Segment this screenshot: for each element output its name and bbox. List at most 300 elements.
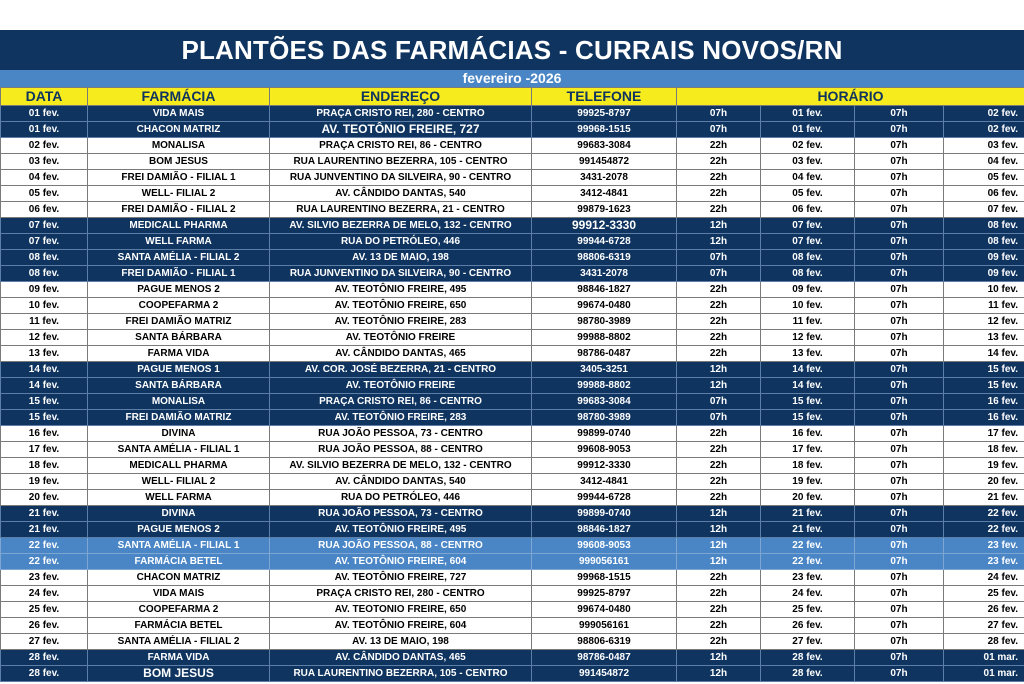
cell-end-hour: 07h: [855, 106, 944, 122]
cell-end-date: 15 fev.: [944, 378, 1024, 394]
cell-date: 14 fev.: [1, 378, 88, 394]
cell-end-date: 22 fev.: [944, 522, 1024, 538]
table-row: [1, 346, 1024, 362]
cell-pharmacy: SANTA AMÉLIA - FILIAL 2: [88, 634, 270, 650]
cell-end-date: 16 fev.: [944, 394, 1024, 410]
cell-start-hour: 22h: [677, 602, 761, 618]
cell-date: 05 fev.: [1, 186, 88, 202]
cell-start-hour: 12h: [677, 522, 761, 538]
cell-start-date: 28 fev.: [761, 650, 855, 666]
cell-pharmacy: VIDA MAIS: [88, 106, 270, 122]
cell-start-date: 12 fev.: [761, 330, 855, 346]
header-row: [1, 88, 1024, 106]
cell-start-hour: 22h: [677, 634, 761, 650]
header-farmacia: FARMÁCIA: [88, 88, 270, 106]
cell-phone: 99988-8802: [532, 330, 677, 346]
cell-start-date: 15 fev.: [761, 410, 855, 426]
cell-phone: 99899-0740: [532, 506, 677, 522]
cell-address: AV. TEOTÔNIO FREIRE, 283: [270, 314, 532, 330]
cell-end-date: 19 fev.: [944, 458, 1024, 474]
table-row: [1, 282, 1024, 298]
top-spacer: [0, 0, 1024, 30]
cell-start-hour: 22h: [677, 282, 761, 298]
cell-address: AV. TEOTONIO FREIRE, 650: [270, 602, 532, 618]
table-row: [1, 458, 1024, 474]
cell-end-hour: 07h: [855, 330, 944, 346]
cell-pharmacy: SANTA AMÉLIA - FILIAL 1: [88, 538, 270, 554]
cell-phone: 99968-1515: [532, 122, 677, 138]
cell-phone: 991454872: [532, 666, 677, 682]
cell-pharmacy: FREI DAMIÃO - FILIAL 1: [88, 266, 270, 282]
cell-date: 10 fev.: [1, 298, 88, 314]
cell-phone: 999056161: [532, 618, 677, 634]
cell-date: 11 fev.: [1, 314, 88, 330]
cell-start-date: 14 fev.: [761, 378, 855, 394]
cell-phone: 98780-3989: [532, 410, 677, 426]
cell-start-hour: 22h: [677, 490, 761, 506]
table-row: [1, 234, 1024, 250]
cell-end-date: 14 fev.: [944, 346, 1024, 362]
cell-end-date: 24 fev.: [944, 570, 1024, 586]
cell-pharmacy: FREI DAMIÃO - FILIAL 2: [88, 202, 270, 218]
cell-end-date: 06 fev.: [944, 186, 1024, 202]
table-row: [1, 586, 1024, 602]
cell-address: PRAÇA CRISTO REI, 86 - CENTRO: [270, 394, 532, 410]
cell-phone: 98786-0487: [532, 650, 677, 666]
cell-start-hour: 22h: [677, 154, 761, 170]
cell-phone: 999056161: [532, 554, 677, 570]
cell-pharmacy: MONALISA: [88, 138, 270, 154]
cell-address: AV. TEOTÔNIO FREIRE, 727: [270, 570, 532, 586]
table-row: [1, 538, 1024, 554]
cell-start-hour: 22h: [677, 298, 761, 314]
cell-start-date: 19 fev.: [761, 474, 855, 490]
cell-end-date: 02 fev.: [944, 122, 1024, 138]
cell-start-hour: 12h: [677, 554, 761, 570]
cell-pharmacy: FARMÁCIA BETEL: [88, 554, 270, 570]
cell-start-date: 15 fev.: [761, 394, 855, 410]
cell-start-date: 17 fev.: [761, 442, 855, 458]
cell-start-hour: 12h: [677, 218, 761, 234]
cell-pharmacy: BOM JESUS: [88, 154, 270, 170]
cell-address: PRAÇA CRISTO REI, 280 - CENTRO: [270, 106, 532, 122]
cell-start-hour: 22h: [677, 458, 761, 474]
cell-date: 25 fev.: [1, 602, 88, 618]
cell-pharmacy: COOPEFARMA 2: [88, 298, 270, 314]
cell-address: AV. CÂNDIDO DANTAS, 540: [270, 474, 532, 490]
cell-address: RUA JOÃO PESSOA, 73 - CENTRO: [270, 506, 532, 522]
cell-start-date: 06 fev.: [761, 202, 855, 218]
cell-pharmacy: WELL FARMA: [88, 490, 270, 506]
cell-phone: 99925-8797: [532, 106, 677, 122]
cell-end-date: 09 fev.: [944, 250, 1024, 266]
cell-end-date: 04 fev.: [944, 154, 1024, 170]
cell-end-hour: 07h: [855, 170, 944, 186]
cell-pharmacy: MEDICALL PHARMA: [88, 218, 270, 234]
cell-address: RUA DO PETRÓLEO, 446: [270, 234, 532, 250]
table-row: [1, 570, 1024, 586]
cell-start-hour: 22h: [677, 330, 761, 346]
cell-phone: 99944-6728: [532, 234, 677, 250]
cell-address: AV. 13 DE MAIO, 198: [270, 250, 532, 266]
header-horario: HORÁRIO: [677, 88, 1024, 106]
table-row: [1, 634, 1024, 650]
cell-pharmacy: FARMA VIDA: [88, 650, 270, 666]
cell-date: 02 fev.: [1, 138, 88, 154]
cell-end-date: 25 fev.: [944, 586, 1024, 602]
cell-end-hour: 07h: [855, 122, 944, 138]
cell-address: AV. 13 DE MAIO, 198: [270, 634, 532, 650]
cell-end-date: 23 fev.: [944, 538, 1024, 554]
cell-date: 16 fev.: [1, 426, 88, 442]
cell-start-date: 22 fev.: [761, 554, 855, 570]
cell-pharmacy: FREI DAMIÃO MATRIZ: [88, 314, 270, 330]
cell-end-hour: 07h: [855, 378, 944, 394]
cell-phone: 98806-6319: [532, 634, 677, 650]
cell-address: AV. TEOTÔNIO FREIRE: [270, 330, 532, 346]
cell-end-date: 16 fev.: [944, 410, 1024, 426]
cell-end-date: 12 fev.: [944, 314, 1024, 330]
cell-start-hour: 12h: [677, 538, 761, 554]
table-row: [1, 426, 1024, 442]
cell-phone: 99944-6728: [532, 490, 677, 506]
cell-phone: 98846-1827: [532, 522, 677, 538]
cell-phone: 99674-0480: [532, 602, 677, 618]
cell-end-date: 17 fev.: [944, 426, 1024, 442]
cell-start-date: 21 fev.: [761, 522, 855, 538]
cell-start-date: 26 fev.: [761, 618, 855, 634]
cell-start-date: 07 fev.: [761, 218, 855, 234]
cell-end-hour: 07h: [855, 250, 944, 266]
cell-start-date: 13 fev.: [761, 346, 855, 362]
cell-start-date: 04 fev.: [761, 170, 855, 186]
cell-phone: 99912-3330: [532, 458, 677, 474]
cell-date: 15 fev.: [1, 410, 88, 426]
page-title: PLANTÕES DAS FARMÁCIAS - CURRAIS NOVOS/RN: [0, 30, 1024, 70]
cell-address: AV. SILVIO BEZERRA DE MELO, 132 - CENTRO: [270, 218, 532, 234]
cell-start-date: 09 fev.: [761, 282, 855, 298]
cell-end-hour: 07h: [855, 602, 944, 618]
cell-end-date: 01 mar.: [944, 650, 1024, 666]
cell-phone: 99674-0480: [532, 298, 677, 314]
cell-start-hour: 22h: [677, 346, 761, 362]
cell-end-date: 11 fev.: [944, 298, 1024, 314]
cell-start-date: 25 fev.: [761, 602, 855, 618]
cell-end-hour: 07h: [855, 410, 944, 426]
table-row: [1, 506, 1024, 522]
cell-address: RUA JOÃO PESSOA, 73 - CENTRO: [270, 426, 532, 442]
cell-end-date: 02 fev.: [944, 106, 1024, 122]
table-row: [1, 602, 1024, 618]
cell-date: 01 fev.: [1, 122, 88, 138]
table-row: [1, 266, 1024, 282]
cell-phone: 99608-9053: [532, 442, 677, 458]
cell-phone: 99879-1623: [532, 202, 677, 218]
cell-start-date: 10 fev.: [761, 298, 855, 314]
cell-start-date: 20 fev.: [761, 490, 855, 506]
cell-end-hour: 07h: [855, 266, 944, 282]
cell-phone: 99608-9053: [532, 538, 677, 554]
cell-start-date: 22 fev.: [761, 538, 855, 554]
cell-end-hour: 07h: [855, 234, 944, 250]
table-row: [1, 394, 1024, 410]
cell-end-hour: 07h: [855, 202, 944, 218]
cell-pharmacy: CHACON MATRIZ: [88, 570, 270, 586]
cell-start-hour: 07h: [677, 410, 761, 426]
cell-pharmacy: WELL- FILIAL 2: [88, 474, 270, 490]
header-endereco: ENDEREÇO: [270, 88, 532, 106]
schedule-rows: [1, 106, 1024, 682]
cell-start-date: 14 fev.: [761, 362, 855, 378]
cell-address: PRAÇA CRISTO REI, 280 - CENTRO: [270, 586, 532, 602]
cell-date: 01 fev.: [1, 106, 88, 122]
cell-pharmacy: FARMA VIDA: [88, 346, 270, 362]
cell-address: AV. TEOTÔNIO FREIRE, 604: [270, 554, 532, 570]
cell-pharmacy: MONALISA: [88, 394, 270, 410]
cell-address: AV. CÂNDIDO DANTAS, 465: [270, 346, 532, 362]
cell-pharmacy: MEDICALL PHARMA: [88, 458, 270, 474]
cell-start-hour: 22h: [677, 442, 761, 458]
cell-date: 22 fev.: [1, 554, 88, 570]
cell-start-date: 27 fev.: [761, 634, 855, 650]
cell-address: RUA LAURENTINO BEZERRA, 105 - CENTRO: [270, 666, 532, 682]
cell-end-hour: 07h: [855, 618, 944, 634]
cell-pharmacy: BOM JESUS: [88, 666, 270, 682]
cell-address: AV. SILVIO BEZERRA DE MELO, 132 - CENTRO: [270, 458, 532, 474]
cell-end-date: 26 fev.: [944, 602, 1024, 618]
cell-phone: 98846-1827: [532, 282, 677, 298]
cell-phone: 99925-8797: [532, 586, 677, 602]
cell-date: 21 fev.: [1, 522, 88, 538]
cell-end-date: 18 fev.: [944, 442, 1024, 458]
cell-end-date: 20 fev.: [944, 474, 1024, 490]
cell-phone: 99683-3084: [532, 394, 677, 410]
cell-pharmacy: FREI DAMIÃO - FILIAL 1: [88, 170, 270, 186]
cell-end-hour: 07h: [855, 474, 944, 490]
cell-end-date: 13 fev.: [944, 330, 1024, 346]
cell-start-hour: 07h: [677, 250, 761, 266]
cell-phone: 98786-0487: [532, 346, 677, 362]
cell-end-date: 23 fev.: [944, 554, 1024, 570]
cell-end-date: 28 fev.: [944, 634, 1024, 650]
cell-pharmacy: SANTA BÁRBARA: [88, 330, 270, 346]
cell-date: 21 fev.: [1, 506, 88, 522]
cell-start-hour: 22h: [677, 170, 761, 186]
table-row: [1, 138, 1024, 154]
table-row: [1, 522, 1024, 538]
table-row: [1, 378, 1024, 394]
cell-pharmacy: COOPEFARMA 2: [88, 602, 270, 618]
cell-date: 24 fev.: [1, 586, 88, 602]
cell-start-date: 01 fev.: [761, 122, 855, 138]
cell-date: 28 fev.: [1, 650, 88, 666]
cell-pharmacy: PAGUE MENOS 2: [88, 282, 270, 298]
cell-address: RUA JUNVENTINO DA SILVEIRA, 90 - CENTRO: [270, 170, 532, 186]
cell-end-hour: 07h: [855, 634, 944, 650]
cell-pharmacy: VIDA MAIS: [88, 586, 270, 602]
cell-end-hour: 07h: [855, 538, 944, 554]
cell-date: 15 fev.: [1, 394, 88, 410]
cell-end-date: 07 fev.: [944, 202, 1024, 218]
cell-address: RUA LAURENTINO BEZERRA, 21 - CENTRO: [270, 202, 532, 218]
cell-end-date: 09 fev.: [944, 266, 1024, 282]
cell-date: 12 fev.: [1, 330, 88, 346]
cell-end-hour: 07h: [855, 666, 944, 682]
cell-date: 23 fev.: [1, 570, 88, 586]
cell-date: 04 fev.: [1, 170, 88, 186]
cell-start-date: 01 fev.: [761, 106, 855, 122]
cell-phone: 99968-1515: [532, 570, 677, 586]
cell-end-hour: 07h: [855, 138, 944, 154]
header-telefone: TELEFONE: [532, 88, 677, 106]
cell-phone: 99912-3330: [532, 218, 677, 234]
month-label: fevereiro -2026: [0, 70, 1024, 87]
cell-date: 07 fev.: [1, 234, 88, 250]
cell-date: 09 fev.: [1, 282, 88, 298]
cell-date: 17 fev.: [1, 442, 88, 458]
cell-end-hour: 07h: [855, 490, 944, 506]
cell-end-date: 22 fev.: [944, 506, 1024, 522]
cell-date: 13 fev.: [1, 346, 88, 362]
table-row: [1, 106, 1024, 122]
cell-pharmacy: WELL FARMA: [88, 234, 270, 250]
cell-end-date: 08 fev.: [944, 234, 1024, 250]
cell-address: AV. TEOTÔNIO FREIRE, 495: [270, 282, 532, 298]
cell-start-date: 05 fev.: [761, 186, 855, 202]
cell-start-date: 02 fev.: [761, 138, 855, 154]
cell-start-hour: 07h: [677, 394, 761, 410]
cell-start-hour: 12h: [677, 666, 761, 682]
cell-date: 28 fev.: [1, 666, 88, 682]
cell-address: RUA DO PETRÓLEO, 446: [270, 490, 532, 506]
cell-start-hour: 22h: [677, 586, 761, 602]
cell-date: 27 fev.: [1, 634, 88, 650]
cell-phone: 3431-2078: [532, 170, 677, 186]
cell-end-date: 08 fev.: [944, 218, 1024, 234]
cell-phone: 98780-3989: [532, 314, 677, 330]
cell-pharmacy: PAGUE MENOS 2: [88, 522, 270, 538]
cell-phone: 3405-3251: [532, 362, 677, 378]
cell-start-hour: 07h: [677, 122, 761, 138]
cell-end-hour: 07h: [855, 650, 944, 666]
cell-date: 20 fev.: [1, 490, 88, 506]
table-row: [1, 362, 1024, 378]
cell-pharmacy: WELL- FILIAL 2: [88, 186, 270, 202]
cell-pharmacy: CHACON MATRIZ: [88, 122, 270, 138]
cell-start-hour: 22h: [677, 618, 761, 634]
cell-start-hour: 22h: [677, 570, 761, 586]
cell-end-hour: 07h: [855, 586, 944, 602]
cell-start-date: 23 fev.: [761, 570, 855, 586]
cell-start-hour: 07h: [677, 106, 761, 122]
cell-start-hour: 12h: [677, 506, 761, 522]
cell-phone: 3412-4841: [532, 186, 677, 202]
table-row: [1, 442, 1024, 458]
table-row: [1, 330, 1024, 346]
cell-date: 08 fev.: [1, 250, 88, 266]
cell-phone: 99899-0740: [532, 426, 677, 442]
cell-start-hour: 12h: [677, 650, 761, 666]
cell-end-hour: 07h: [855, 346, 944, 362]
cell-pharmacy: DIVINA: [88, 426, 270, 442]
schedule-table: [0, 87, 1024, 682]
cell-start-hour: 22h: [677, 138, 761, 154]
cell-start-hour: 22h: [677, 426, 761, 442]
cell-address: RUA JOÃO PESSOA, 88 - CENTRO: [270, 538, 532, 554]
cell-date: 08 fev.: [1, 266, 88, 282]
cell-end-hour: 07h: [855, 314, 944, 330]
cell-end-hour: 07h: [855, 426, 944, 442]
cell-address: AV. TEOTÔNIO FREIRE, 283: [270, 410, 532, 426]
cell-date: 07 fev.: [1, 218, 88, 234]
cell-date: 22 fev.: [1, 538, 88, 554]
cell-end-hour: 07h: [855, 282, 944, 298]
cell-date: 14 fev.: [1, 362, 88, 378]
table-row: [1, 170, 1024, 186]
cell-start-date: 18 fev.: [761, 458, 855, 474]
table-row: [1, 122, 1024, 138]
table-row: [1, 154, 1024, 170]
cell-address: RUA JUNVENTINO DA SILVEIRA, 90 - CENTRO: [270, 266, 532, 282]
cell-end-date: 15 fev.: [944, 362, 1024, 378]
cell-end-hour: 07h: [855, 154, 944, 170]
cell-end-hour: 07h: [855, 442, 944, 458]
cell-address: AV. CÂNDIDO DANTAS, 540: [270, 186, 532, 202]
cell-date: 26 fev.: [1, 618, 88, 634]
cell-end-hour: 07h: [855, 394, 944, 410]
cell-pharmacy: SANTA BÁRBARA: [88, 378, 270, 394]
cell-address: AV. CÂNDIDO DANTAS, 465: [270, 650, 532, 666]
table-row: [1, 618, 1024, 634]
cell-phone: 3431-2078: [532, 266, 677, 282]
table-row: [1, 298, 1024, 314]
cell-end-hour: 07h: [855, 458, 944, 474]
cell-address: RUA JOÃO PESSOA, 88 - CENTRO: [270, 442, 532, 458]
cell-end-hour: 07h: [855, 186, 944, 202]
table-row: [1, 490, 1024, 506]
cell-address: AV. TEOTÔNIO FREIRE, 604: [270, 618, 532, 634]
cell-end-hour: 07h: [855, 298, 944, 314]
cell-end-date: 03 fev.: [944, 138, 1024, 154]
cell-end-date: 21 fev.: [944, 490, 1024, 506]
cell-start-date: 16 fev.: [761, 426, 855, 442]
cell-start-date: 08 fev.: [761, 250, 855, 266]
cell-start-hour: 22h: [677, 202, 761, 218]
cell-pharmacy: SANTA AMÉLIA - FILIAL 1: [88, 442, 270, 458]
cell-start-date: 24 fev.: [761, 586, 855, 602]
cell-end-hour: 07h: [855, 554, 944, 570]
cell-phone: 99988-8802: [532, 378, 677, 394]
cell-date: 06 fev.: [1, 202, 88, 218]
cell-end-date: 10 fev.: [944, 282, 1024, 298]
cell-pharmacy: FARMÁCIA BETEL: [88, 618, 270, 634]
cell-start-date: 07 fev.: [761, 234, 855, 250]
cell-pharmacy: FREI DAMIÃO MATRIZ: [88, 410, 270, 426]
cell-end-date: 27 fev.: [944, 618, 1024, 634]
cell-start-date: 28 fev.: [761, 666, 855, 682]
cell-address: AV. TEOTÔNIO FREIRE, 727: [270, 122, 532, 138]
cell-start-date: 08 fev.: [761, 266, 855, 282]
cell-address: AV. TEOTÔNIO FREIRE, 650: [270, 298, 532, 314]
cell-end-hour: 07h: [855, 218, 944, 234]
cell-date: 19 fev.: [1, 474, 88, 490]
cell-address: PRAÇA CRISTO REI, 86 - CENTRO: [270, 138, 532, 154]
table-row: [1, 186, 1024, 202]
cell-address: AV. COR. JOSÉ BEZERRA, 21 - CENTRO: [270, 362, 532, 378]
cell-end-hour: 07h: [855, 570, 944, 586]
table-row: [1, 250, 1024, 266]
cell-start-hour: 07h: [677, 266, 761, 282]
